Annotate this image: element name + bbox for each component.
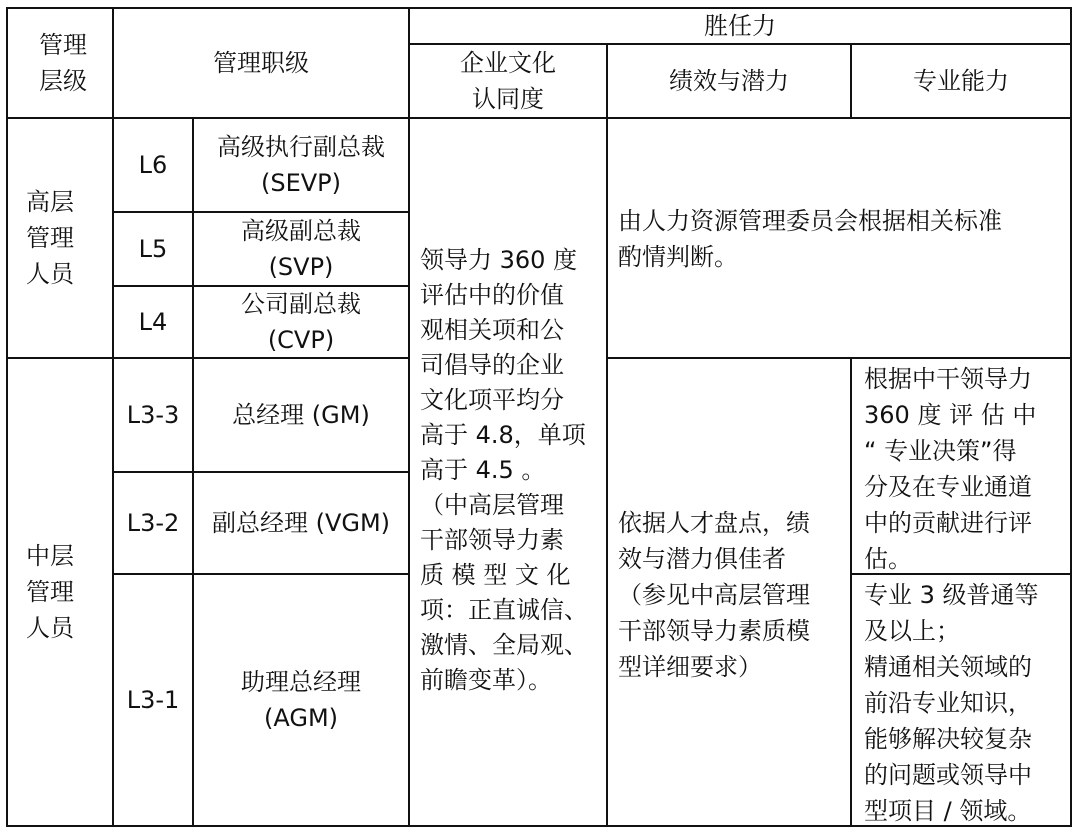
- border-performance-professional-header: [850, 43, 852, 119]
- rank-title-cvp: 公司副总裁 (CVP): [241, 290, 361, 354]
- border-l5-l4: [112, 285, 408, 287]
- rank-title-vgm: 副总经理 (VGM): [211, 509, 391, 537]
- header-professional-ability: 专业能力: [913, 67, 1009, 95]
- rank-title-gm: 总经理 (GM): [232, 401, 370, 429]
- culture-criteria-text: 领导力 360 度 评估中的价值 观相关项和公 司倡导的企业 文化项平均分 高于 4.8，单项 高于 4.5 。 （中高层管理 干部领导力素 质 模 型 文 化 项：正直诚信、 激情、全局观、 前瞻变革）。: [420, 246, 588, 694]
- border-header-bottom: [6, 117, 1072, 119]
- rank-code-l3-2: L3-2: [126, 509, 180, 537]
- header-culture-identity: 企业文化 认同度: [460, 49, 556, 113]
- border-l32-l31: [112, 573, 408, 575]
- border-professional-split: [850, 573, 1072, 575]
- border-senior-middle-right: [606, 357, 1072, 359]
- middle-performance-text: 依据人才盘点，绩 效与潜力俱佳者 （参见中高层管理 干部领导力素质模 型详细要求）: [618, 509, 810, 681]
- header-competency: 胜任力: [704, 12, 776, 40]
- border-culture-performance: [606, 43, 608, 827]
- border-left: [6, 7, 8, 827]
- border-right: [1070, 7, 1072, 827]
- rank-title-agm: 助理总经理 (AGM): [241, 668, 361, 732]
- group-middle-management: 中层 管理 人员: [26, 542, 74, 642]
- border-rank-competency: [408, 7, 410, 827]
- border-bottom: [6, 825, 1072, 827]
- header-management-rank: 管理职级: [213, 49, 309, 77]
- border-senior-middle-left: [6, 357, 410, 359]
- middle-professional-lower-text: 专业 3 级普通等 及以上； 精通相关领域的 前沿专业知识， 能够解决较复杂 的问题或领导中 型项目 / 领域。: [864, 581, 1039, 825]
- border-level-rank: [112, 7, 114, 827]
- border-l6-l5: [112, 211, 408, 213]
- rank-code-l3-1: L3-1: [126, 686, 180, 714]
- header-management-level: 管理 层级: [39, 31, 87, 95]
- border-performance-professional-middle: [850, 357, 852, 827]
- group-senior-management: 高层 管理 人员: [26, 188, 74, 288]
- middle-professional-upper-text: 根据中干领导力 360 度 评 估 中 “ 专业决策”得 分及在专业通道 中的贡献进行评 估。: [864, 365, 1037, 573]
- rank-title-svp: 高级副总裁 (SVP): [241, 217, 361, 281]
- rank-code-l4: L4: [138, 308, 168, 336]
- rank-code-l6: L6: [138, 151, 168, 179]
- border-competency-sub: [408, 43, 1072, 45]
- header-performance-potential: 绩效与潜力: [669, 67, 789, 95]
- border-top: [6, 7, 1072, 9]
- rank-code-l5: L5: [138, 235, 168, 263]
- border-code-title: [192, 117, 194, 827]
- senior-criteria-text: 由人力资源管理委员会根据相关标准 酌情判断。: [618, 207, 1002, 271]
- rank-title-sevp: 高级执行副总裁 (SEVP): [217, 133, 385, 197]
- rank-code-l3-3: L3-3: [126, 401, 180, 429]
- border-l33-l32: [112, 471, 408, 473]
